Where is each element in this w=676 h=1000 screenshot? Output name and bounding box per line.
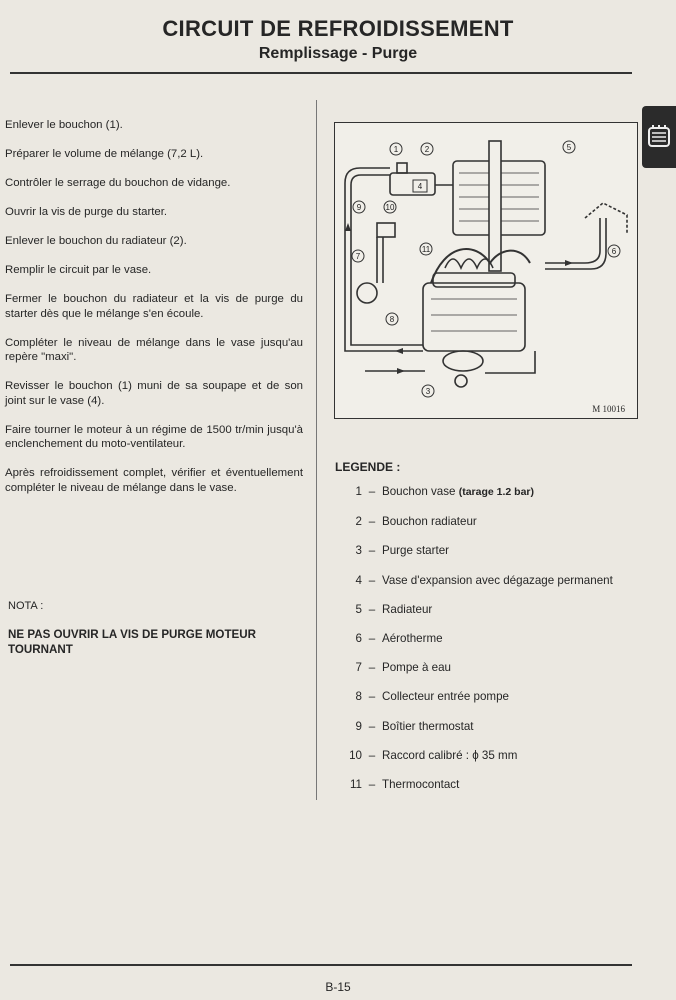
callout-10 [384, 201, 396, 213]
instruction-step: Après refroidissement complet, vérifier et éventuellement compléter le niveau de mélange dans le vase. [5, 467, 303, 494]
footer-rule [10, 964, 632, 966]
engine-block-shape [423, 283, 525, 351]
instruction-step: Revisser le bouchon (1) muni de sa soupape et de son joint sur le vase (4). [5, 380, 303, 407]
header-rule [10, 72, 632, 74]
svg-text:5: 5 [566, 143, 572, 152]
page-subtitle: Remplissage - Purge [258, 45, 418, 62]
svg-text:6: 6 [611, 247, 617, 256]
figure-code: M 10016 [592, 404, 625, 414]
callout-6 [608, 245, 620, 257]
instruction-list [5, 118, 303, 510]
legend-item: 6 – Aérotherme [355, 631, 443, 645]
column-divider [316, 100, 317, 800]
instruction-step: Faire tourner le moteur à un régime de 1500 tr/min jusqu'à enclenchement du moto-ventilateur. [5, 423, 303, 450]
legend-item: 11 – Thermocontact [349, 777, 460, 791]
legend-item: 10 – Raccord calibré : ϕ 35 mm [349, 748, 518, 762]
callout-9 [353, 201, 365, 213]
callout-3 [422, 385, 434, 397]
instruction-step: Ouvrir la vis de purge du starter. [5, 206, 168, 218]
engine-icon [646, 120, 672, 152]
callout-7 [352, 250, 364, 262]
cooling-circuit-drawing [335, 123, 637, 418]
instruction-step: Fermer le bouchon du radiateur et la vis de purge du starter dès que le mélange s'en écoule. [5, 293, 303, 320]
legend-item: 8 – Collecteur entrée pompe [355, 690, 509, 704]
svg-text:10: 10 [385, 203, 395, 212]
callout-11 [420, 243, 432, 255]
instruction-step: Compléter le niveau de mélange dans le vase jusqu'au repère "maxi". [5, 336, 303, 363]
nota-warning: NE PAS OUVRIR LA VIS DE PURGE MOTEUR TOURNANT [8, 628, 257, 656]
legend-title: LEGENDE : [335, 460, 401, 474]
svg-text:11: 11 [421, 245, 431, 254]
section-tab [642, 106, 676, 168]
svg-text:8: 8 [389, 315, 395, 324]
callout-5 [563, 141, 575, 153]
legend-item: 2 – Bouchon radiateur [355, 515, 477, 529]
legend-item: 3 – Purge starter [355, 544, 450, 558]
callout-4 [413, 180, 427, 192]
legend-item: 7 – Pompe à eau [355, 661, 451, 675]
svg-text:2: 2 [424, 145, 430, 154]
legend-item: 5 – Radiateur [355, 602, 433, 616]
legend-item: 1 – Bouchon vase (tarage 1.2 bar) [355, 485, 534, 498]
page-title: CIRCUIT DE REFROIDISSEMENT [162, 16, 514, 41]
callout-8 [386, 313, 398, 325]
instruction-step: Préparer le volume de mélange (7,2 L). [5, 148, 204, 160]
svg-text:4: 4 [417, 182, 423, 191]
legend-item: 4 – Vase d'expansion avec dégazage permanent [355, 573, 613, 587]
water-pump-shape [357, 283, 377, 303]
instruction-step: Enlever le bouchon du radiateur (2). [5, 235, 187, 247]
callout-2 [421, 143, 433, 155]
svg-text:1: 1 [393, 145, 399, 154]
instruction-step: Contrôler le serrage du bouchon de vidange. [5, 177, 231, 189]
svg-text:7: 7 [355, 252, 361, 261]
nota-label: NOTA : [8, 600, 44, 612]
instruction-step: Enlever le bouchon (1). [5, 119, 123, 131]
instruction-step: Remplir le circuit par le vase. [5, 264, 152, 276]
page-number: B-15 [325, 980, 351, 994]
cooling-circuit-diagram [334, 122, 638, 419]
callout-1 [390, 143, 402, 155]
svg-text:9: 9 [356, 203, 362, 212]
legend-item: 9 – Boîtier thermostat [355, 719, 474, 733]
svg-text:3: 3 [425, 387, 431, 396]
legend-list [340, 484, 660, 806]
